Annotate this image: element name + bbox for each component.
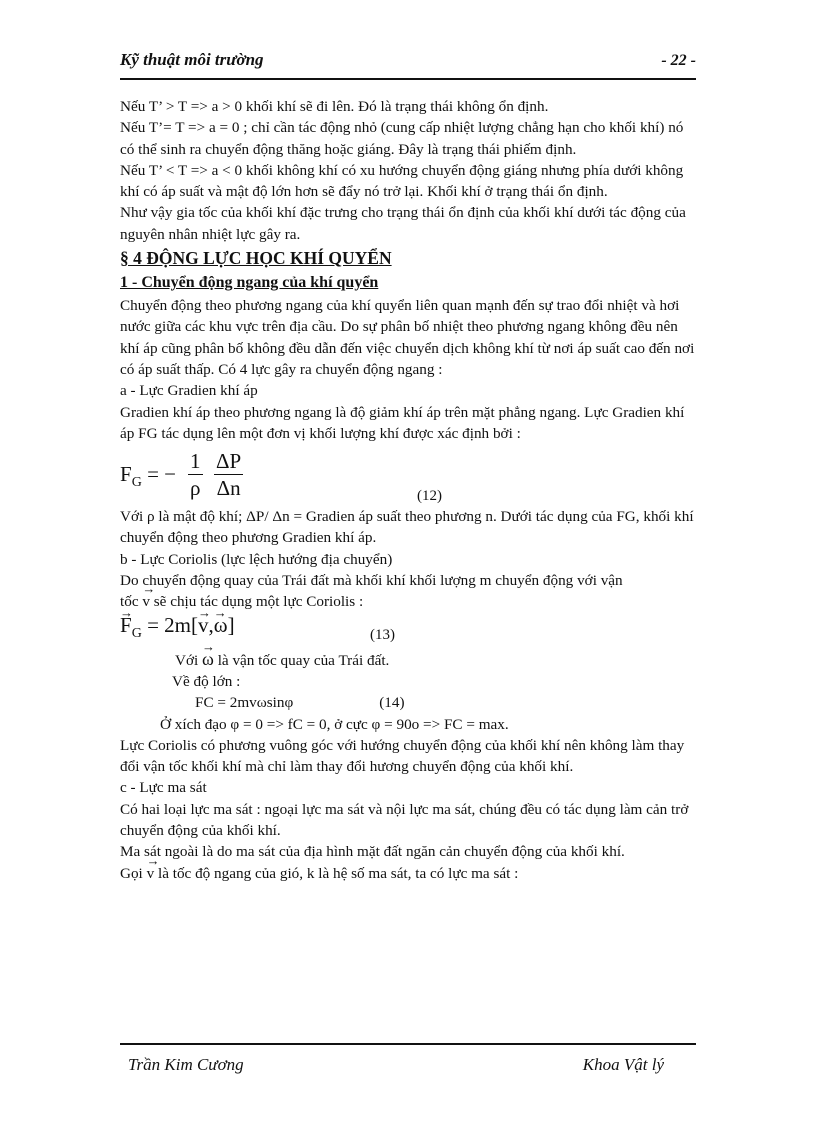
paragraph: Nếu T’ > T => a > 0 khối khí sẽ đi lên. Đó là trạng thái không ổn định. <box>120 98 549 115</box>
paragraph-line: Ở xích đạo φ = 0 => fC = 0, ở cực φ = 90o => FC = max. <box>160 715 509 733</box>
paragraph: Như vậy gia tốc của khối khí đặc trưng cho trạng thái ổn định của khối khí dưới tác động của nguyên nhân nhiệt lực gây ra. <box>120 204 686 243</box>
paragraph: Gradien khí áp theo phương ngang là độ giảm khí áp trên mặt phẳng ngang. Lực Gradien khí áp FG tác dụng lên một đơn vị khối lượng khí được xác định bởi : <box>120 403 685 442</box>
paragraph: Với ρ là mật độ khí; ΔP/ Δn = Gradien áp suất theo phương n. Dưới tác dụng của FG, khối khí chuyển động theo phương Gradien khí áp. <box>120 508 694 547</box>
subsection-heading: 1 - Chuyển động ngang của khí quyển <box>120 274 379 292</box>
paragraph: Ma sát ngoài là do ma sát của địa hình mặt đất ngăn cản chuyển động của khối khí. <box>120 843 625 861</box>
paragraph: Nếu T’ < T => a < 0 khối không khí có xu hướng chuyển động giáng nhưng phía dưới không khí có áp suất và mật độ lớn hơn sẽ đẩy nó trở lại. Khối khí ở trạng thái ổn định. <box>120 161 684 201</box>
fraction-coefficient: $\frac{1}{\rho}$ <box>190 449 201 501</box>
equation-content: → $F_G = 2m[\to v,\to \omega]$ <box>120 615 235 644</box>
list-item-c: c - Lực ma sát <box>120 779 207 797</box>
paragraph-line: tốc → v sẽ chịu tác dụng một lực Coriolis : <box>120 591 700 612</box>
paragraph: Có hai loại lực ma sát : ngoại lực ma sát và nội lực ma sát, chúng đều có tác dụng làm cản trở chuyển động của khối khí. <box>120 800 689 840</box>
paragraph: Chuyển động theo phương ngang của khí quyển liên quan mạnh đến sự trao đổi nhiệt và hơi nước giữa các khu vực trên địa cầu. Do sự phân bố nhiệt theo phương ngang không đều nên khí áp cũng phân bố không đều dẫn đến việc chuyển dịch không khí từ nơi áp suất cao đến nơi có áp suất thấp. Có 4 lực gây ra chuyển động ngang : <box>120 297 695 378</box>
paragraph: Do chuyển động quay của Trái đất mà khối khí khối lượng m chuyển động với vận <box>120 572 623 590</box>
paragraph-line: Với → ω là vận tốc quay của Trái đất. <box>120 649 700 671</box>
omega-vector-symbol: → ω <box>202 649 214 670</box>
list-item-a: a - Lực Gradien khí áp <box>120 382 258 400</box>
page-number: - 22 - <box>661 52 696 69</box>
equation-12 <box>120 446 700 506</box>
equation-number: (12) <box>417 488 442 505</box>
list-item-b: b - Lực Coriolis (lực lệch hướng địa chuyển) <box>120 550 393 568</box>
velocity-vector-symbol: → v <box>142 591 150 612</box>
equation-number: (13) <box>370 626 395 643</box>
paragraph: Nếu T’= T => a = 0 ; chỉ cần tác động nhỏ (cung cấp nhiệt lượng chẳng hạn cho khối khí) nó có thể sinh ra chuyển động thăng hoặc giáng. Đây là trạng thái phiếm định. <box>120 119 684 158</box>
document-title: Kỹ thuật môi trường <box>120 50 264 69</box>
equation-14: FC = 2mvωsinφ (14) <box>195 694 405 712</box>
footer-author: Trần Kim Cương <box>128 1055 244 1074</box>
paragraph: Lực Coriolis có phương vuông góc với hướng chuyển động của khối khí nên không làm thay đổi vận tốc khối khí mà chỉ làm thay đổi hương chuyển động của khối khí. <box>120 736 685 776</box>
equation-number: (14) <box>379 694 405 712</box>
page-content <box>120 96 700 884</box>
fraction-gradient: $\frac{\Delta P}{\Delta n}$ <box>216 449 242 501</box>
velocity-vector-symbol: → v <box>147 863 155 884</box>
equation-lhs: $F_G$ = − <box>120 462 176 491</box>
paragraph-line: Về độ lớn : <box>172 672 241 690</box>
page-header <box>120 50 696 80</box>
page-footer <box>120 1043 696 1074</box>
footer-department: Khoa Vật lý <box>582 1055 664 1074</box>
section-heading: § 4 ĐỘNG LỰC HỌC KHÍ QUYỂN <box>120 248 392 269</box>
paragraph-line: Gọi → v là tốc độ ngang của gió, k là hệ số ma sát, ta có lực ma sát : <box>120 863 700 884</box>
